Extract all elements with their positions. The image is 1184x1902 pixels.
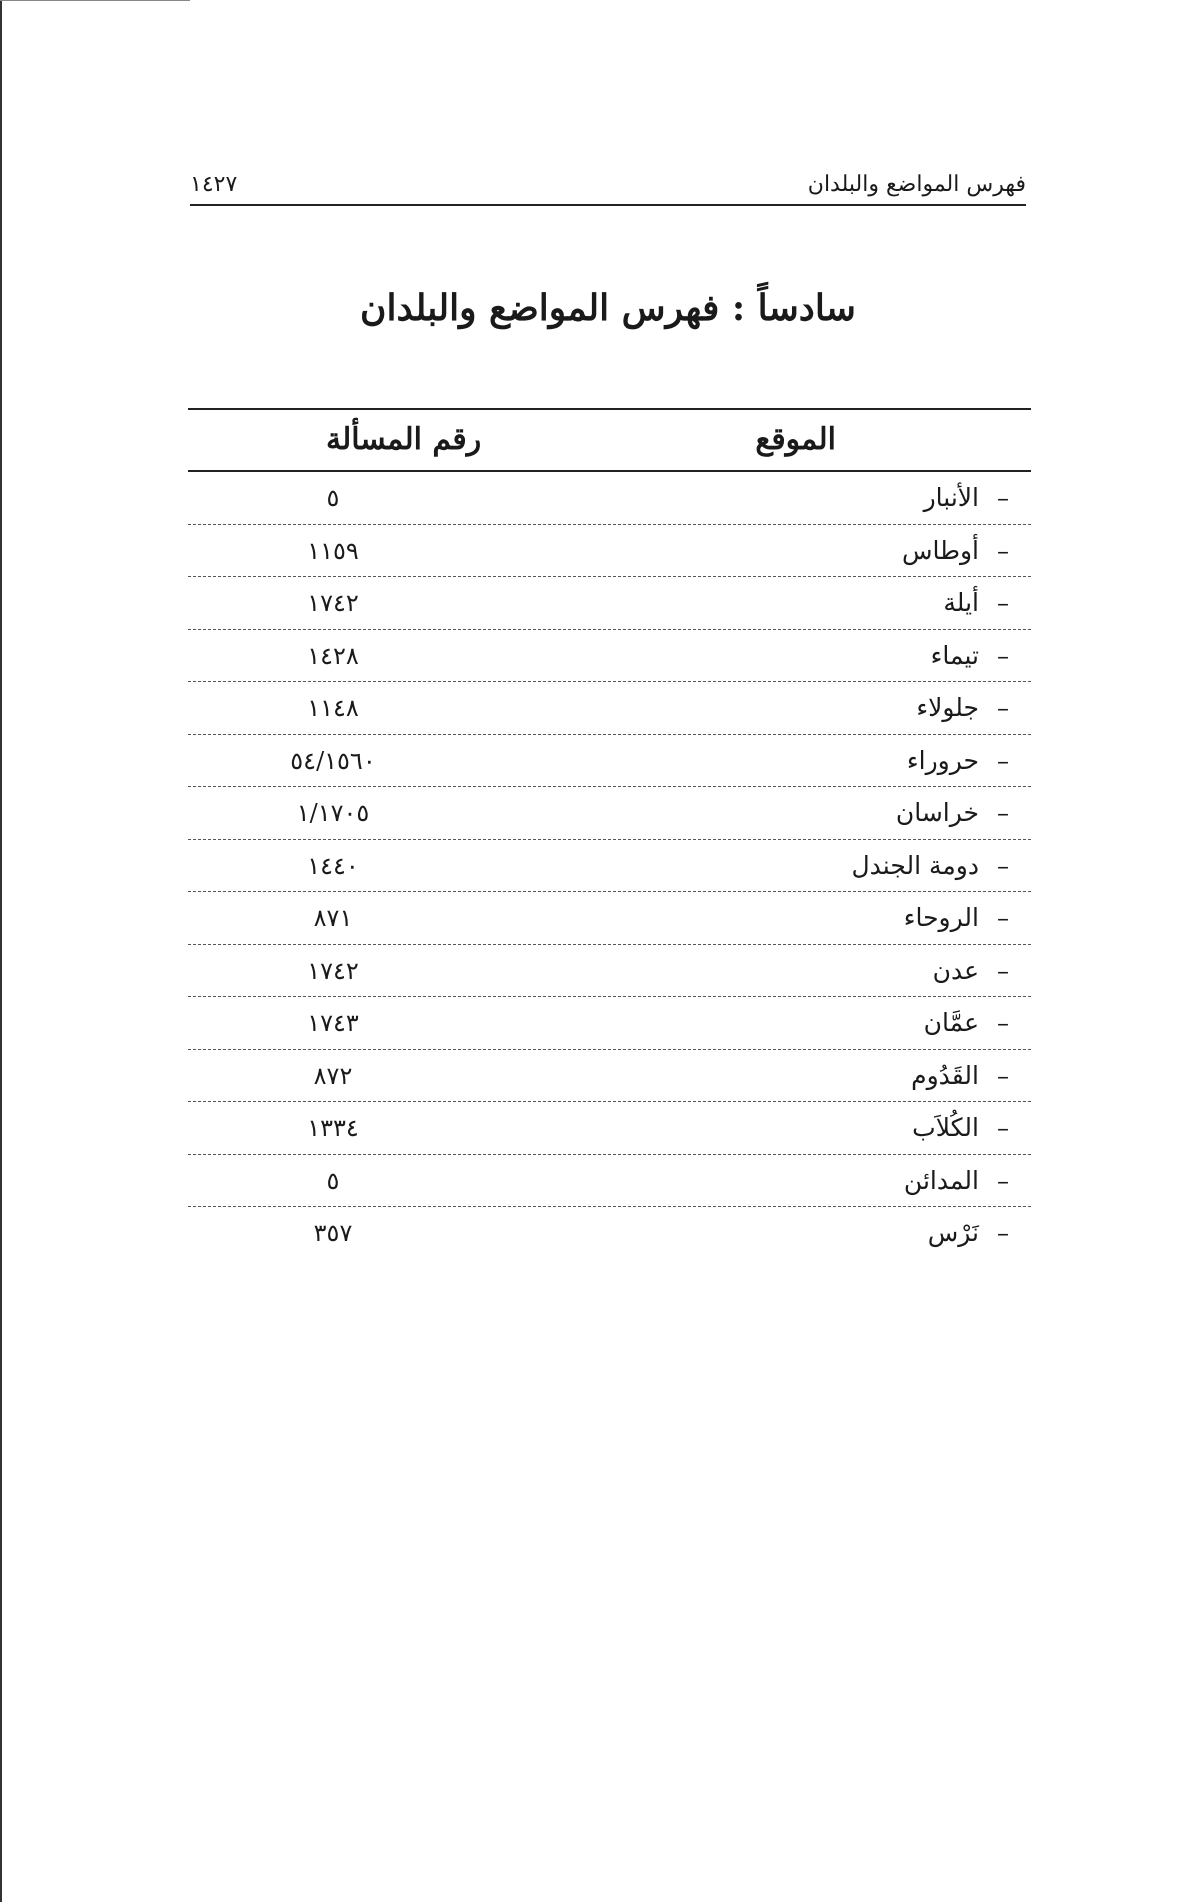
- table-row: [188, 472, 1031, 525]
- row-dash: –: [997, 1166, 1009, 1195]
- table-row: [188, 1102, 1031, 1155]
- running-header: [190, 170, 1026, 206]
- table-row: [188, 1155, 1031, 1208]
- issue-number: ١٧٤٢: [307, 956, 359, 985]
- table-header: [188, 408, 1031, 472]
- issue-number: ٥: [326, 484, 340, 512]
- table-row: [188, 577, 1031, 630]
- row-dash: –: [997, 1114, 1009, 1142]
- issue-number: ٣٥٧: [313, 1219, 353, 1247]
- issue-number: ١٣٣٤: [307, 1114, 359, 1142]
- table-body: [188, 472, 1031, 1259]
- place-name: خراسان: [895, 798, 979, 827]
- place-name: تيماء: [930, 640, 979, 670]
- issue-number: ٥: [326, 1166, 340, 1195]
- section-heading: سادساً : فهرس المواضع والبلدان: [360, 287, 856, 329]
- table-row: [188, 840, 1031, 893]
- table-row: [188, 997, 1031, 1050]
- issue-number: ١٤٤٠: [307, 851, 359, 880]
- place-name: الأنبار: [923, 483, 979, 512]
- row-dash: –: [997, 484, 1009, 512]
- row-dash: –: [997, 694, 1009, 722]
- row-dash: –: [997, 641, 1009, 670]
- row-dash: –: [997, 851, 1009, 880]
- places-index-table: [188, 408, 1031, 1259]
- row-dash: –: [997, 536, 1009, 565]
- row-dash: –: [997, 746, 1009, 775]
- page-top-edge: [0, 0, 190, 1]
- column-header-issue-number: رقم المسألة: [326, 422, 482, 457]
- place-name: الكُلاَب: [912, 1113, 979, 1142]
- table-row: [188, 945, 1031, 998]
- issue-number: ١/١٧٠٥: [296, 799, 370, 827]
- place-name: القَدُوم: [911, 1060, 979, 1090]
- place-name: نَرْس: [927, 1218, 979, 1247]
- issue-number: ٥٤/١٥٦٠: [290, 746, 376, 775]
- issue-number: ١٧٤٣: [307, 1009, 359, 1037]
- issue-number: ١١٥٩: [307, 536, 359, 565]
- table-row: [188, 525, 1031, 578]
- place-name: عدن: [932, 955, 979, 985]
- place-name: أيلة: [943, 588, 979, 617]
- row-dash: –: [997, 1219, 1009, 1247]
- table-row: [188, 735, 1031, 788]
- issue-number: ٨٧١: [313, 904, 353, 932]
- row-dash: –: [997, 1061, 1009, 1090]
- issue-number: ٨٧٢: [313, 1061, 353, 1090]
- table-row: [188, 682, 1031, 735]
- place-name: الروحاء: [903, 903, 979, 932]
- issue-number: ١١٤٨: [307, 694, 359, 722]
- place-name: دومة الجندل: [851, 850, 979, 880]
- place-name: أوطاس: [901, 535, 979, 565]
- page-number: ١٤٢٧: [190, 172, 238, 197]
- issue-number: ١٧٤٢: [307, 589, 359, 617]
- place-name: حروراء: [906, 745, 979, 775]
- table-row: [188, 630, 1031, 683]
- table-row: [188, 787, 1031, 840]
- row-dash: –: [997, 799, 1009, 827]
- row-dash: –: [997, 956, 1009, 985]
- place-name: المدائن: [903, 1165, 979, 1195]
- issue-number: ١٤٢٨: [307, 641, 359, 670]
- table-row: [188, 892, 1031, 945]
- running-title: فهرس المواضع والبلدان: [807, 172, 1026, 197]
- place-name: جلولاء: [916, 693, 979, 722]
- page-edge-line: [0, 0, 2, 1902]
- column-header-place: الموقع: [755, 422, 836, 457]
- row-dash: –: [997, 589, 1009, 617]
- row-dash: –: [997, 904, 1009, 932]
- row-dash: –: [997, 1009, 1009, 1037]
- table-row: [188, 1207, 1031, 1259]
- place-name: عمَّان: [923, 1008, 979, 1037]
- table-row: [188, 1050, 1031, 1103]
